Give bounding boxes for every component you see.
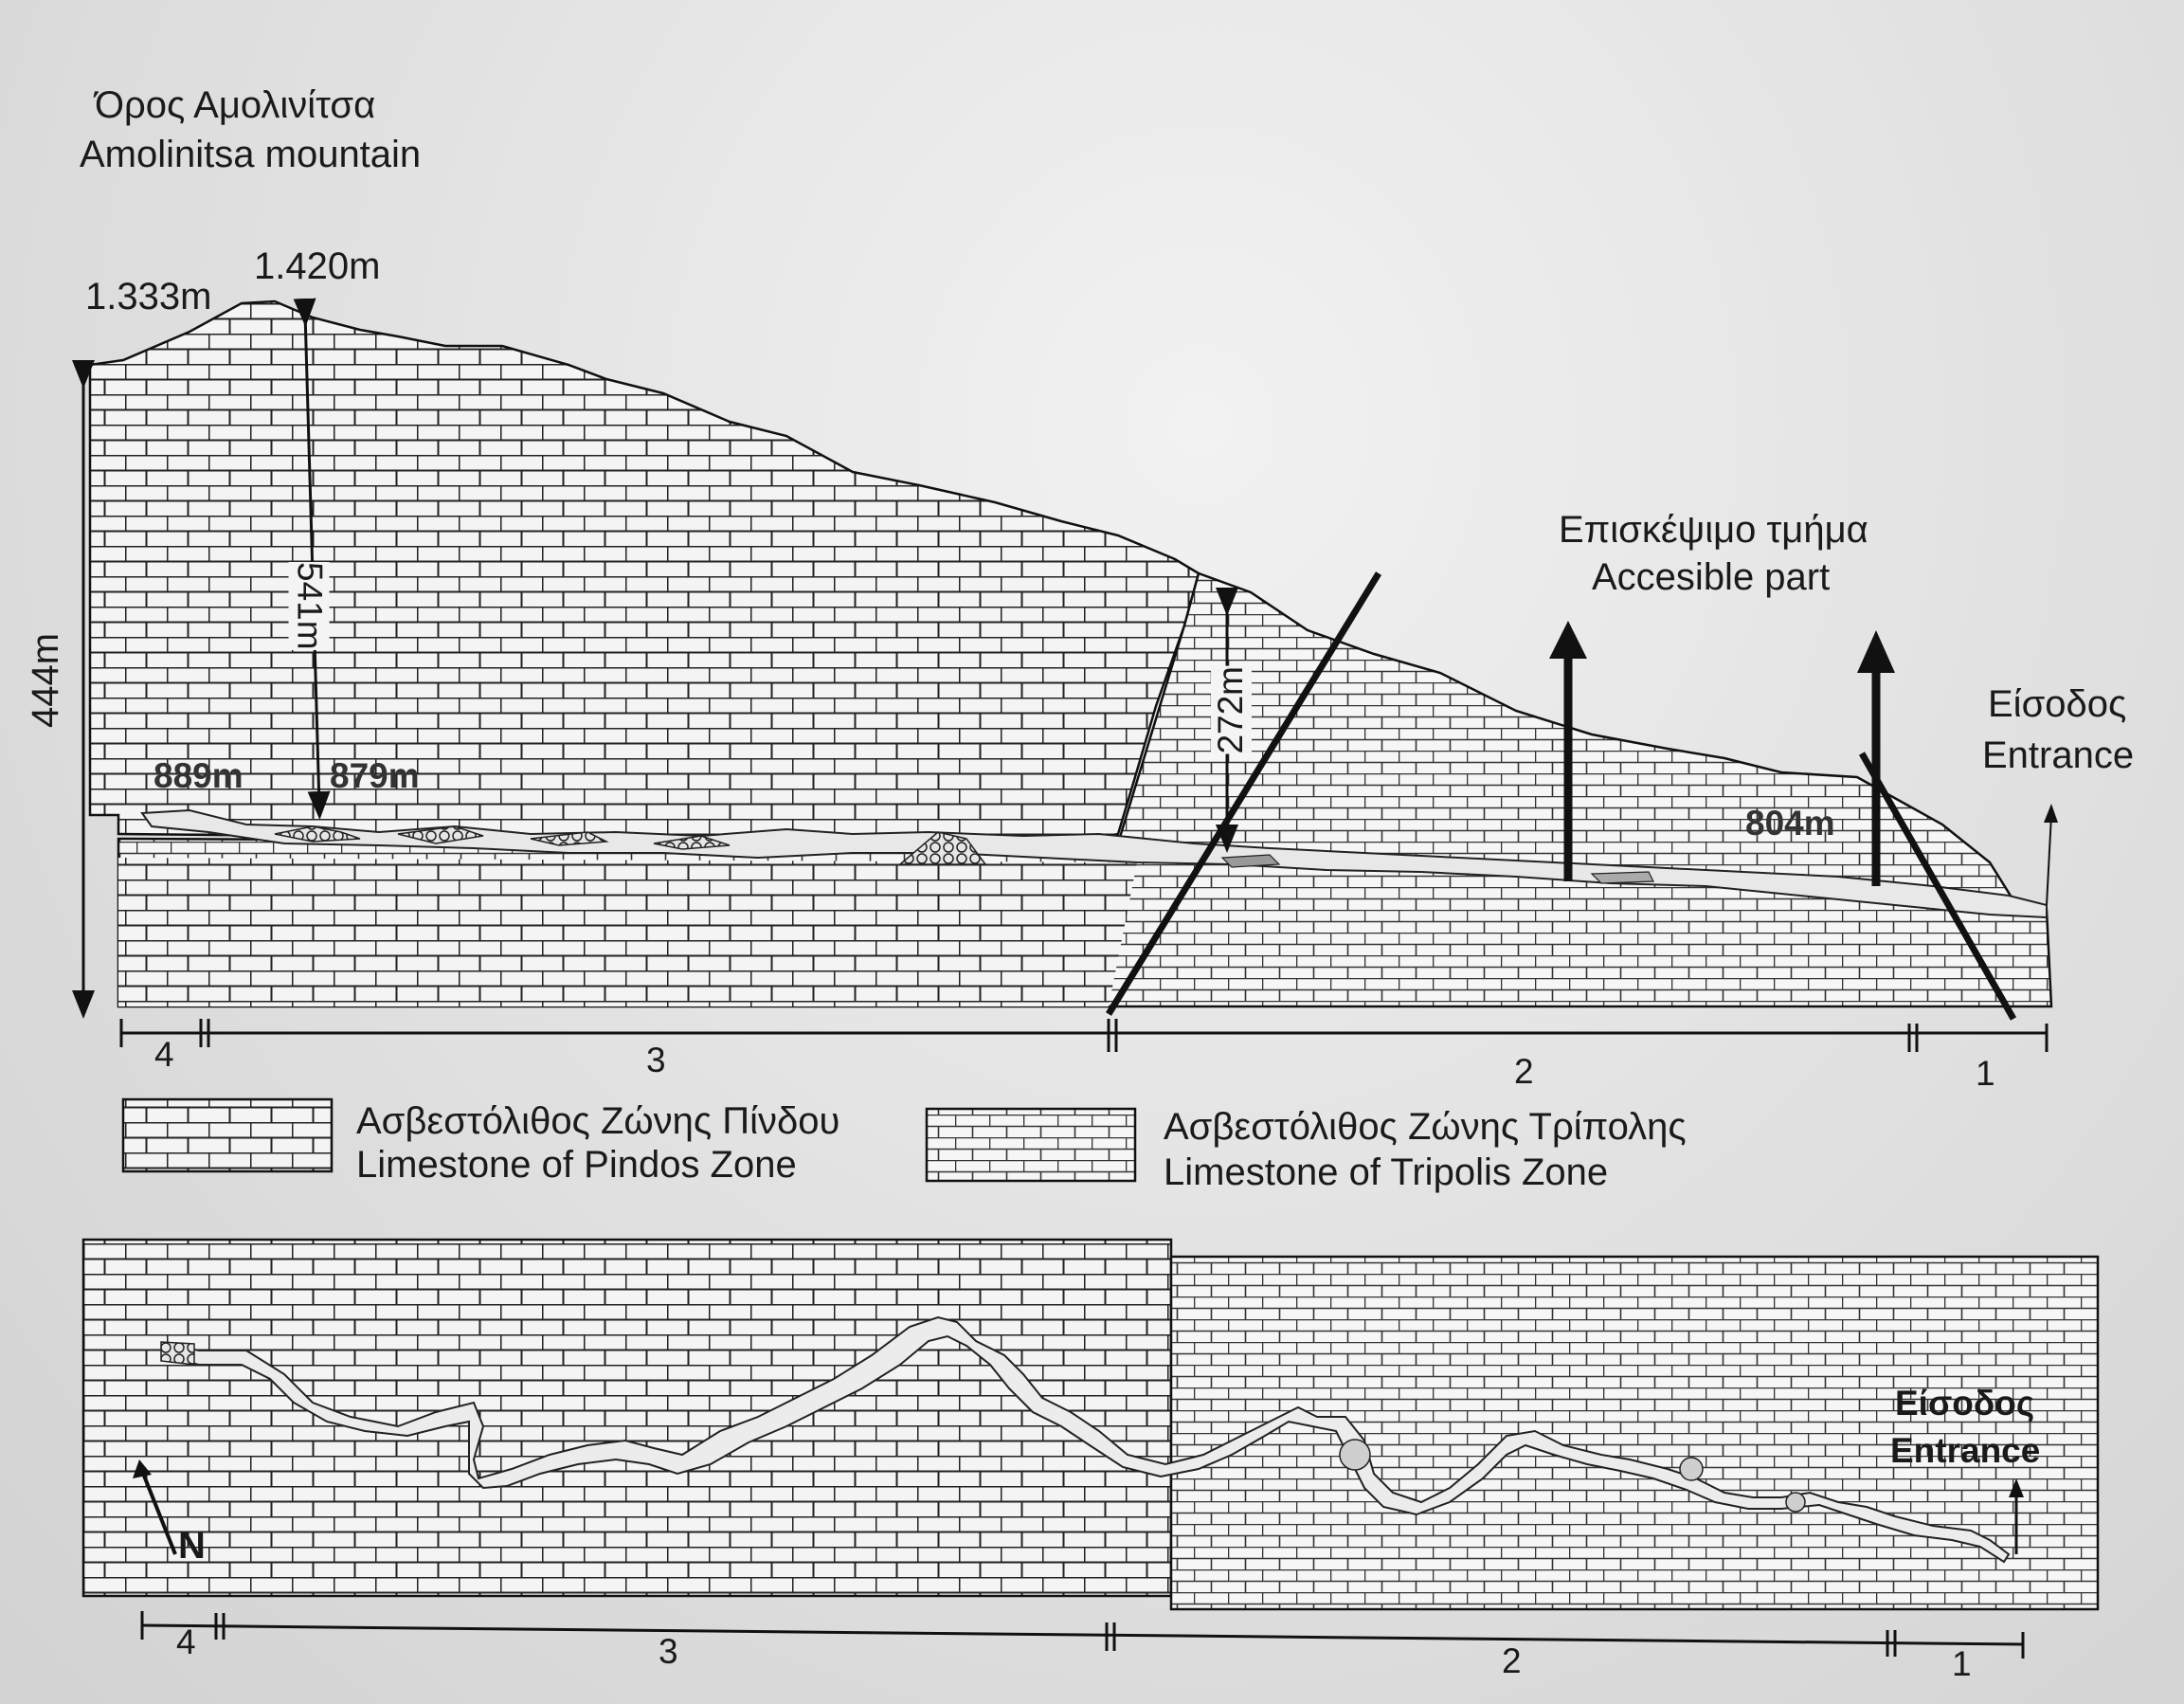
elevation-peak-left: 1.333m <box>85 276 212 317</box>
mountain-name-greek: Όρος Αμολινίτσα <box>95 84 376 126</box>
plan-label-1: 1 <box>1952 1644 1972 1683</box>
entrance-greek: Είσοδος <box>1988 683 2127 725</box>
elevation-cave-left: 889m <box>153 756 244 795</box>
plan-label-2: 2 <box>1502 1641 1522 1680</box>
dimension-541m: 541m <box>290 561 330 650</box>
elevation-peak-top: 1.420m <box>254 245 381 287</box>
legend-pindos-greek: Ασβεστόλιθος Ζώνης Πίνδου <box>356 1100 840 1142</box>
accessible-part-english: Accesible part <box>1592 556 1831 598</box>
legend-pindos-english: Limestone of Pindos Zone <box>356 1144 797 1186</box>
legend-tripolis-greek: Ασβεστόλιθος Ζώνης Τρίπολης <box>1164 1106 1687 1148</box>
plan-entrance-greek: Είσοδος <box>1895 1384 2035 1423</box>
accessible-part-greek: Επισκέψιμο τμήμα <box>1559 509 1868 551</box>
plan-label-3: 3 <box>659 1632 678 1671</box>
section-label-4: 4 <box>154 1035 174 1074</box>
elevation-cave-right: 804m <box>1745 804 1835 843</box>
dimension-444m: 444m <box>25 632 67 729</box>
section-label-2: 2 <box>1514 1052 1534 1091</box>
plan-pindos <box>83 1240 1171 1596</box>
legend-tripolis-english: Limestone of Tripolis Zone <box>1164 1151 1609 1193</box>
elevation-cave-mid: 879m <box>330 756 420 795</box>
legend-swatch-tripolis <box>927 1109 1135 1181</box>
plan-scale <box>142 1611 2023 1659</box>
north-label: N <box>178 1525 206 1567</box>
plan-label-4: 4 <box>176 1622 196 1661</box>
plan-entrance-english: Entrance <box>1890 1431 2041 1470</box>
mountain-name-english: Amolinitsa mountain <box>80 134 422 175</box>
dimension-272m: 272m <box>1211 665 1251 754</box>
entrance-english: Entrance <box>1982 734 2135 776</box>
legend-swatch-pindos <box>123 1099 332 1171</box>
section-scale-top <box>121 1019 2047 1052</box>
pindos-limestone-mass <box>90 301 1199 843</box>
section-label-1: 1 <box>1976 1054 1995 1093</box>
section-label-3: 3 <box>646 1041 666 1079</box>
